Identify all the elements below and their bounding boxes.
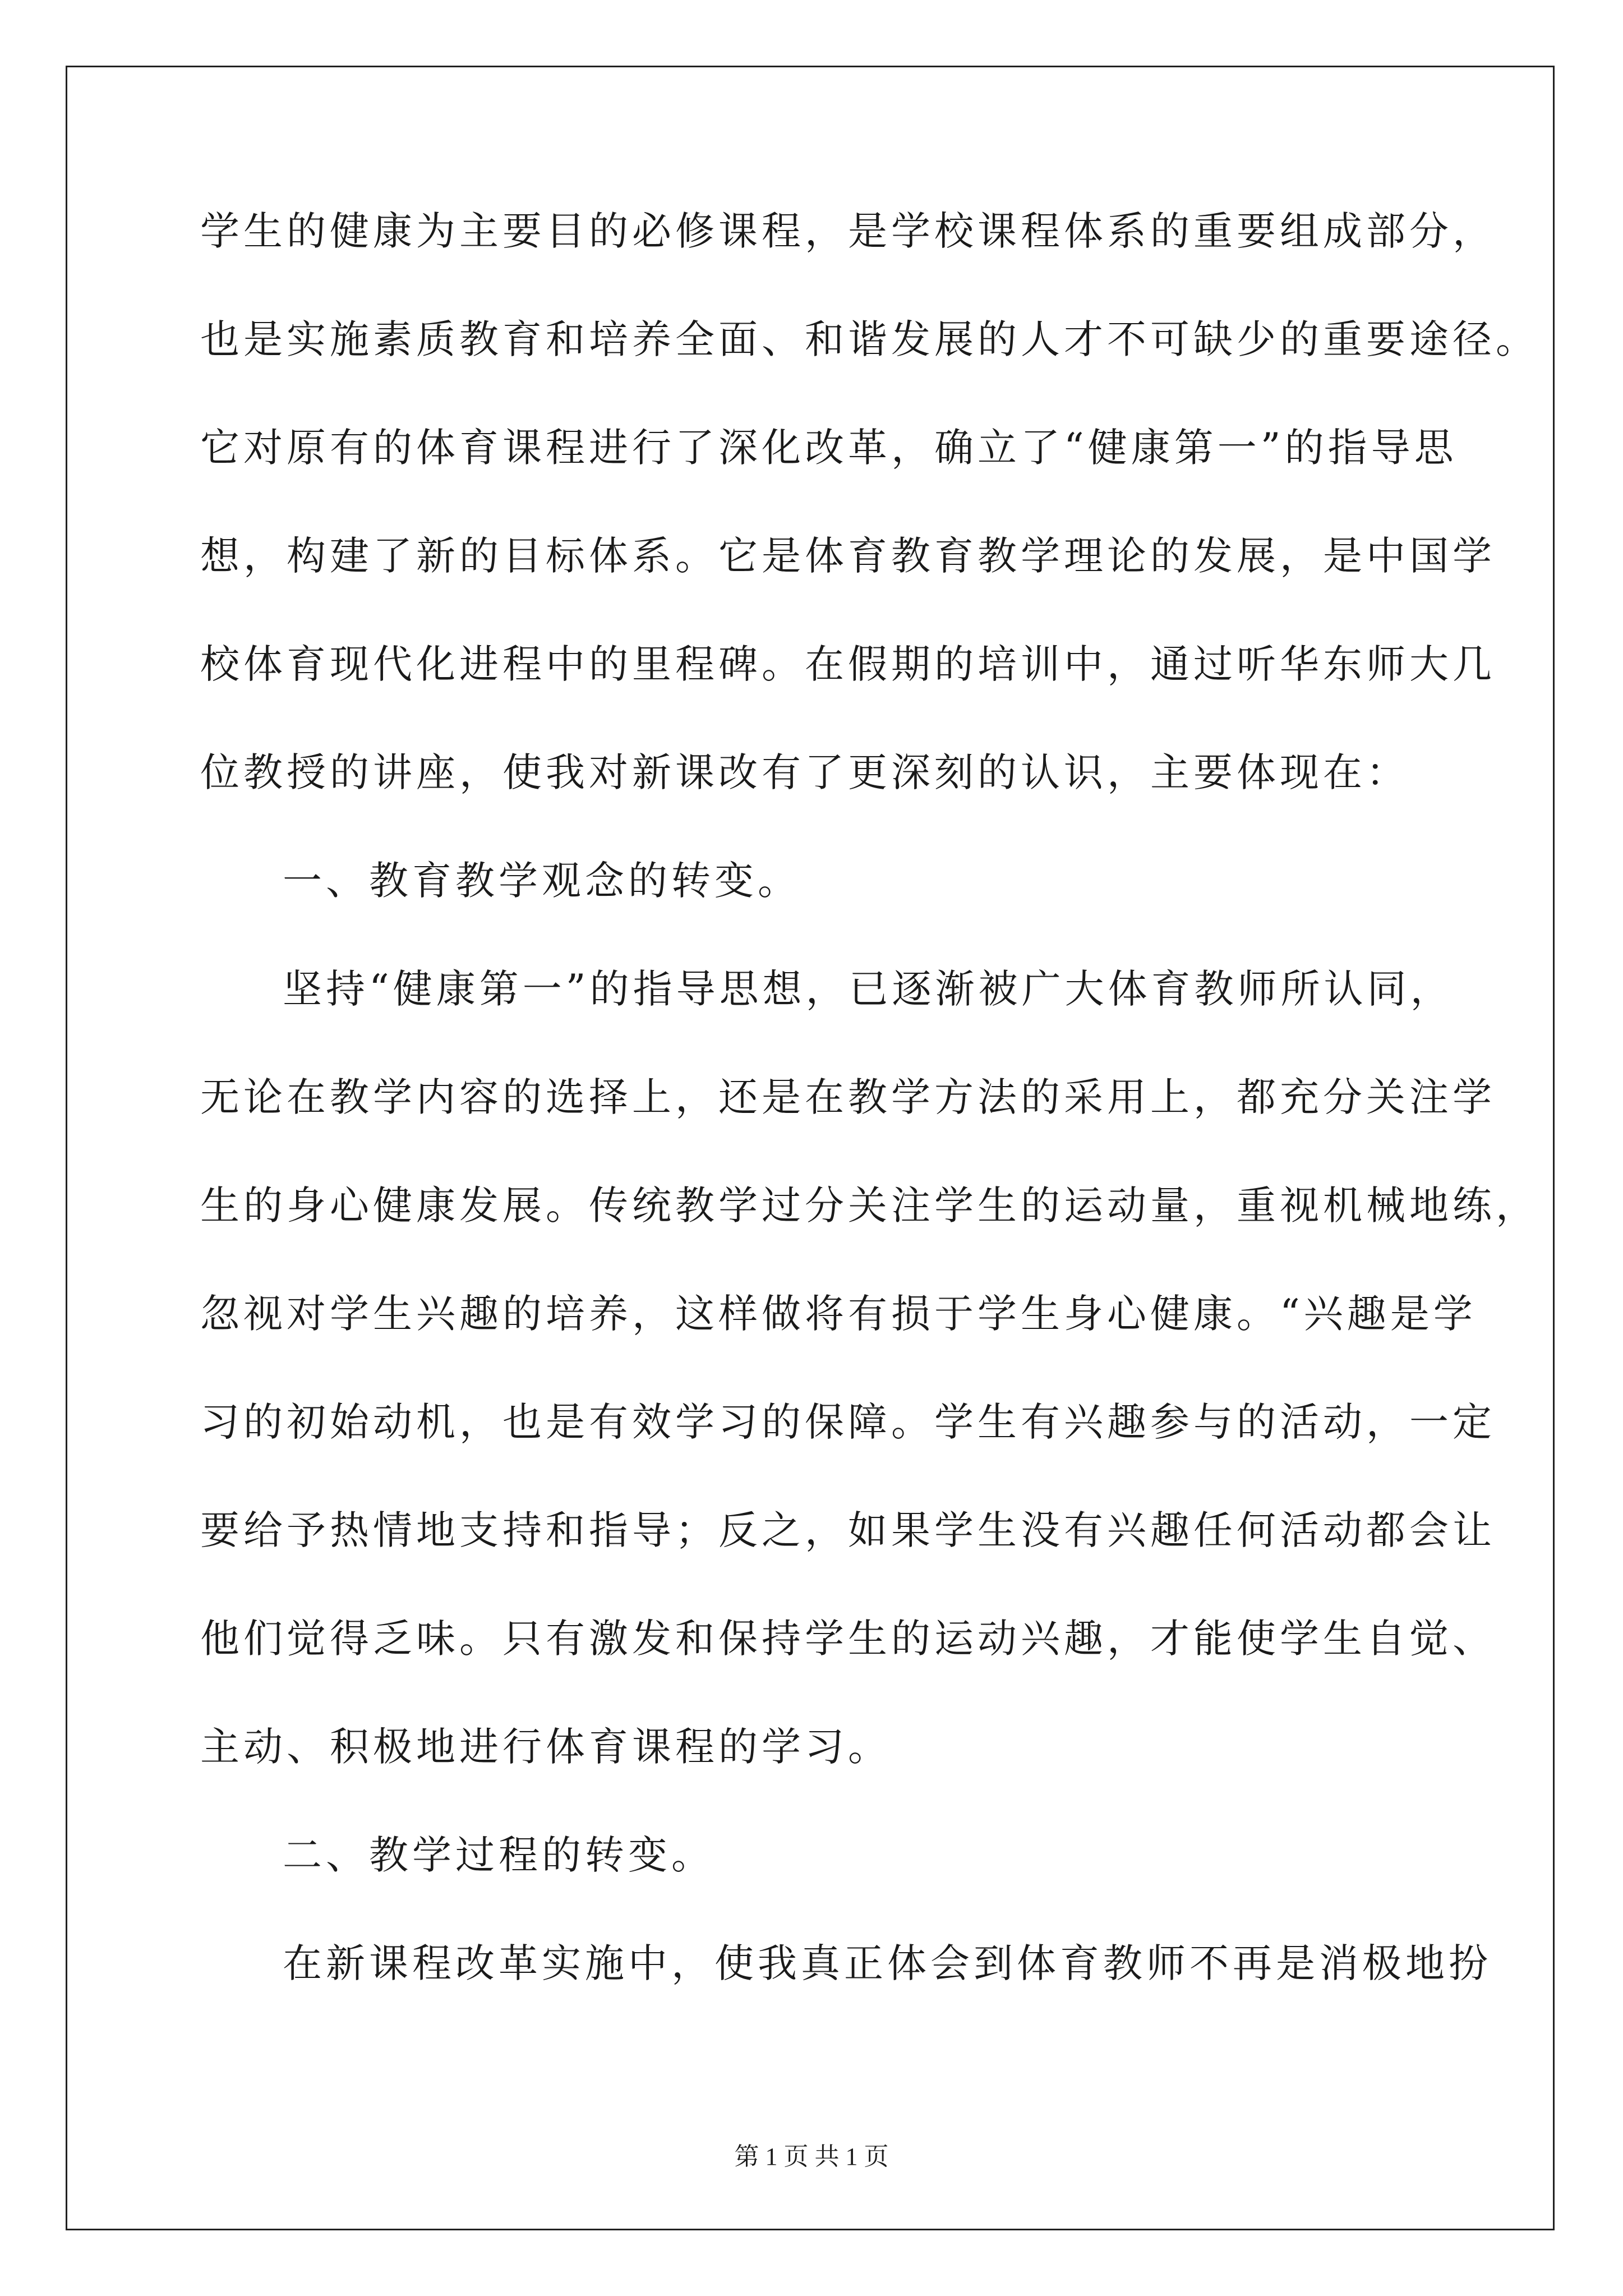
section-heading-1: 一、教育教学观念的转变。: [283, 858, 801, 904]
body-line: 他们觉得乏味。只有激发和保持学生的运动兴趣，才能使学生自觉、: [200, 1616, 1496, 1662]
body-line: 也是实施素质教育和培养全面、和谐发展的人才不可缺少的重要途径。: [200, 316, 1539, 362]
body-line: 要给予热情地支持和指导；反之，如果学生没有兴趣任何活动都会让: [200, 1507, 1496, 1553]
body-line: 忽视对学生兴趣的培养，这样做将有损于学生身心健康。“兴趣是学: [200, 1291, 1477, 1337]
body-line: 主动、积极地进行体育课程的学习。: [200, 1724, 891, 1770]
body-line: 位教授的讲座，使我对新课改有了更深刻的认识，主要体现在：: [200, 749, 1409, 795]
body-line: 校体育现代化进程中的里程碑。在假期的培训中，通过听华东师大几: [200, 641, 1496, 687]
page-footer: 第 1 页 共 1 页: [734, 2143, 889, 2170]
body-line: 生的身心健康发展。传统教学过分关注学生的运动量，重视机械地练，: [200, 1182, 1539, 1228]
body-line: 学生的健康为主要目的必修课程，是学校课程体系的重要组成部分，: [200, 208, 1496, 254]
body-line: 它对原有的体育课程进行了深化改革，确立了“健康第一”的指导思: [200, 425, 1458, 471]
page-border: [66, 66, 1555, 2230]
body-line: 无论在教学内容的选择上，还是在教学方法的采用上，都充分关注学: [200, 1074, 1496, 1120]
body-line: 坚持“健康第一”的指导思想，已逐渐被广大体育教师所认同，: [283, 966, 1454, 1012]
section-heading-2: 二、教学过程的转变。: [283, 1832, 714, 1878]
body-line: 在新课程改革实施中，使我真正体会到体育教师不再是消极地扮: [283, 1940, 1492, 1986]
body-line: 习的初始动机，也是有效学习的保障。学生有兴趣参与的活动，一定: [200, 1399, 1496, 1445]
body-line: 想，构建了新的目标体系。它是体育教育教学理论的发展，是中国学: [200, 533, 1496, 579]
